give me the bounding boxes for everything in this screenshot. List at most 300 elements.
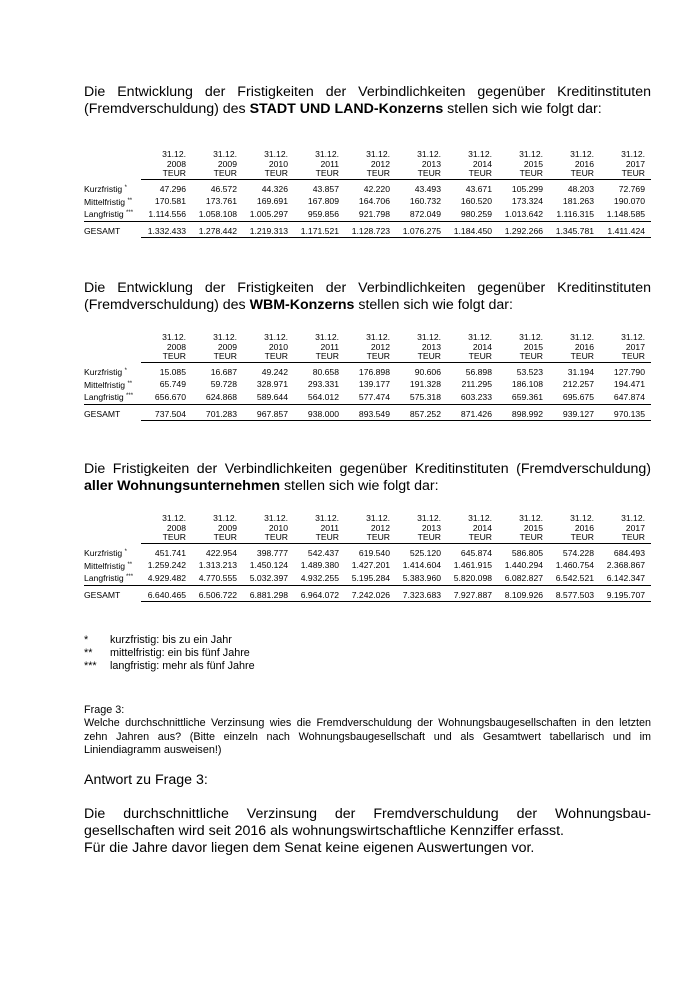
table-cell: 603.233: [447, 391, 498, 404]
column-header-unit: TEUR: [570, 168, 594, 179]
footnote-mark: **: [127, 561, 133, 568]
header-row: [84, 514, 651, 543]
column-header: [141, 150, 192, 179]
column-header-year: 2016: [574, 158, 594, 169]
table-cell: 176.898: [358, 367, 390, 378]
total-cell: 939.127: [549, 404, 600, 421]
column-header: [345, 514, 396, 543]
column-header: [243, 514, 294, 543]
total-cell: 6.881.298: [243, 585, 294, 602]
column-header: [600, 333, 651, 362]
column-header-year: 2016: [574, 341, 594, 352]
table-cell: 293.331: [307, 379, 339, 390]
total-label: GESAMT: [84, 226, 121, 237]
column-header: [192, 514, 243, 543]
column-header-year: 2011: [320, 522, 339, 533]
total-cell: 737.504: [141, 404, 192, 421]
column-header-year: 2014: [472, 158, 492, 169]
column-header-year: 2017: [625, 522, 645, 533]
footnote-text: mittelfristig: ein bis fünf Jahre: [110, 647, 250, 660]
column-header: [294, 333, 345, 362]
total-cell: 857.252: [396, 404, 447, 421]
row-label-text: Kurzfristig: [84, 548, 123, 559]
table-cell: 191.328: [409, 379, 441, 390]
table-cell: 1.461.915: [453, 560, 492, 571]
column-header-date: 31.12.: [621, 149, 645, 159]
total-cell: 9.195.707: [600, 585, 651, 602]
column-header-year: 2009: [217, 522, 237, 533]
table-cell: 959.856: [294, 208, 345, 221]
table-cell: 2.368.867: [606, 560, 645, 571]
intro-text-end: stellen sich wie folgt dar:: [443, 101, 602, 117]
total-cell: 1.076.275: [396, 221, 447, 238]
row-label: [84, 572, 141, 585]
column-header: [498, 514, 549, 543]
column-header: [549, 333, 600, 362]
column-header-year: 2010: [268, 522, 288, 533]
table-cell: 872.049: [396, 208, 447, 221]
column-header-date: 31.12.: [417, 149, 441, 159]
answer-text: [84, 806, 651, 857]
table-cell: 105.299: [511, 184, 543, 195]
column-header-date: 31.12.: [621, 332, 645, 342]
footnote-symbol: ***: [84, 660, 97, 673]
total-cell: 871.426: [447, 404, 498, 421]
column-header-unit: TEUR: [162, 351, 186, 362]
column-header-year: 2011: [320, 341, 339, 352]
table-cell: 1.259.242: [147, 560, 186, 571]
table-cell: 65.749: [159, 379, 186, 390]
column-header-unit: TEUR: [519, 532, 543, 543]
column-header-year: 2011: [320, 158, 339, 169]
footnote-mark: **: [127, 380, 133, 387]
row-label-text: Kurzfristig: [84, 367, 123, 378]
table-cell: 194.471: [613, 379, 645, 390]
column-header-unit: TEUR: [315, 532, 339, 543]
row-label: [84, 543, 141, 560]
column-header: [345, 150, 396, 179]
column-header: [600, 150, 651, 179]
table-cell: 647.874: [600, 391, 651, 404]
column-header-date: 31.12.: [519, 149, 543, 159]
table-cell: 624.868: [192, 391, 243, 404]
table-row: [84, 391, 651, 404]
column-header-date: 31.12.: [417, 513, 441, 523]
total-cell: 938.000: [294, 404, 345, 421]
column-header-date: 31.12.: [519, 513, 543, 523]
table-cell: 398.777: [256, 548, 288, 559]
column-header: [294, 150, 345, 179]
table-cell: 1.460.754: [555, 560, 594, 571]
column-header-year: 2012: [370, 158, 390, 169]
table-cell: 1.116.315: [549, 208, 600, 221]
table-cell: 139.177: [358, 379, 390, 390]
row-label: [84, 379, 141, 392]
column-header-date: 31.12.: [264, 149, 288, 159]
column-header: [549, 514, 600, 543]
table-cell: 90.606: [414, 367, 441, 378]
footnote: [84, 647, 255, 660]
table-row: [84, 196, 651, 209]
column-header: [447, 514, 498, 543]
column-header-unit: TEUR: [315, 351, 339, 362]
table-cell: 1.450.124: [249, 560, 288, 571]
table-cell: 173.761: [205, 196, 237, 207]
total-cell: 6.506.722: [192, 585, 243, 602]
row-label-text: Mittelfristig: [84, 379, 126, 390]
row-label-text: Langfristig: [84, 209, 124, 220]
row-label-text: Kurzfristig: [84, 184, 123, 195]
total-cell: 6.964.072: [294, 585, 345, 602]
table-cell: 6.142.347: [600, 572, 651, 585]
total-cell: 7.242.026: [345, 585, 396, 602]
section-1-intro: [84, 84, 651, 118]
column-header-date: 31.12.: [468, 149, 492, 159]
column-header-date: 31.12.: [366, 513, 390, 523]
table-cell: 169.691: [256, 196, 288, 207]
row-label-text: Langfristig: [84, 573, 124, 584]
table-cell: 170.581: [154, 196, 186, 207]
answer-heading: Antwort zu Frage 3:: [84, 772, 208, 788]
company-name: WBM-Konzerns: [249, 297, 355, 313]
header-blank: [84, 333, 141, 362]
column-header-date: 31.12.: [264, 332, 288, 342]
column-header-unit: TEUR: [417, 532, 441, 543]
table-cell: 1.414.604: [402, 560, 441, 571]
column-header-date: 31.12.: [570, 513, 594, 523]
table-cell: 186.108: [511, 379, 543, 390]
column-header: [396, 514, 447, 543]
table-header: [84, 514, 651, 543]
column-header-date: 31.12.: [315, 332, 339, 342]
column-header-year: 2009: [217, 341, 237, 352]
footnote: [84, 634, 255, 647]
total-row: [84, 585, 651, 602]
column-header-year: 2016: [574, 522, 594, 533]
column-header-year: 2010: [268, 341, 288, 352]
table-cell: 53.523: [516, 367, 543, 378]
column-header-unit: TEUR: [264, 351, 288, 362]
column-header-date: 31.12.: [213, 149, 237, 159]
debt-table-wbm: [84, 333, 651, 421]
column-header-date: 31.12.: [162, 513, 186, 523]
column-header-date: 31.12.: [366, 332, 390, 342]
footnotes: [84, 634, 255, 674]
total-cell: 1.278.442: [192, 221, 243, 238]
total-row: [84, 404, 651, 421]
table-cell: 1.148.585: [600, 208, 651, 221]
table-cell: 619.540: [358, 548, 390, 559]
question-block: [84, 704, 651, 758]
table-cell: 1.005.297: [243, 208, 294, 221]
column-header: [141, 333, 192, 362]
footnote: [84, 660, 255, 673]
table-cell: 422.954: [205, 548, 237, 559]
table-cell: 80.658: [312, 367, 339, 378]
column-header-unit: TEUR: [366, 168, 390, 179]
column-header: [396, 333, 447, 362]
total-cell: 1.332.433: [141, 221, 192, 238]
column-header-unit: TEUR: [417, 168, 441, 179]
table-cell: 43.493: [414, 184, 441, 195]
column-header-unit: TEUR: [162, 532, 186, 543]
column-header-date: 31.12.: [519, 332, 543, 342]
table-cell: 43.857: [312, 184, 339, 195]
column-header-unit: TEUR: [468, 532, 492, 543]
table-cell: 542.437: [307, 548, 339, 559]
column-header-year: 2014: [472, 522, 492, 533]
table-cell: 5.383.960: [396, 572, 447, 585]
footnote-mark: *: [124, 185, 127, 192]
table-header: [84, 150, 651, 179]
row-label: [84, 391, 141, 404]
total-cell: 6.640.465: [141, 585, 192, 602]
table-cell: 6.542.521: [549, 572, 600, 585]
table-cell: 4.932.255: [294, 572, 345, 585]
intro-text: Die Fristigkeiten der Verbindlichkeiten gegenüber Kreditinstituten (Fremdverschuldung): [84, 461, 651, 477]
column-header-unit: TEUR: [315, 168, 339, 179]
total-cell: 1.184.450: [447, 221, 498, 238]
column-header-year: 2012: [370, 522, 390, 533]
total-cell: 8.577.503: [549, 585, 600, 602]
total-cell: 1.411.424: [600, 221, 651, 238]
table-cell: 190.070: [613, 196, 645, 207]
table-cell: 160.732: [409, 196, 441, 207]
table-cell: 1.013.642: [498, 208, 549, 221]
table-cell: 164.706: [358, 196, 390, 207]
intro-text-end: stellen sich wie folgt dar:: [280, 478, 439, 494]
table-cell: 589.644: [243, 391, 294, 404]
column-header: [141, 514, 192, 543]
table-cell: 31.194: [567, 367, 594, 378]
table-cell: 1.114.556: [141, 208, 192, 221]
footnote-mark: ***: [126, 574, 134, 581]
table-row: [84, 208, 651, 221]
column-header-unit: TEUR: [519, 351, 543, 362]
table-cell: 921.798: [345, 208, 396, 221]
column-header-year: 2014: [472, 341, 492, 352]
column-header: [192, 150, 243, 179]
table-row: [84, 572, 651, 585]
table-cell: 4.770.555: [192, 572, 243, 585]
footnote-symbol: **: [84, 647, 93, 660]
header-blank: [84, 514, 141, 543]
table-cell: 173.324: [511, 196, 543, 207]
column-header-year: 2015: [523, 522, 543, 533]
total-cell: 1.219.313: [243, 221, 294, 238]
table-cell: 659.361: [498, 391, 549, 404]
column-header-date: 31.12.: [264, 513, 288, 523]
table-cell: 48.203: [567, 184, 594, 195]
table-cell: 43.671: [465, 184, 492, 195]
row-label: [84, 560, 141, 573]
total-cell: 7.323.683: [396, 585, 447, 602]
row-label-text: Mittelfristig: [84, 196, 126, 207]
table-body: [84, 362, 651, 421]
table-row: [84, 179, 651, 196]
column-header-date: 31.12.: [366, 149, 390, 159]
column-header: [447, 150, 498, 179]
row-label: [84, 179, 141, 196]
answer-line-1: Die durchschnittliche Verzinsung der Fremdverschuldung der Wohnungsbau-gesellschaften wird seit 2016 als wohnungswirtschaftliche Kennziffer erfasst.: [84, 806, 651, 839]
footnote-mark: ***: [126, 393, 134, 400]
column-header-year: 2013: [421, 341, 441, 352]
total-label: GESAMT: [84, 409, 121, 420]
total-cell: 7.927.887: [447, 585, 498, 602]
column-header-unit: TEUR: [621, 532, 645, 543]
debt-table-stadt-und-land: [84, 150, 651, 238]
table-row: [84, 560, 651, 573]
table-body: [84, 179, 651, 238]
table-cell: 1.440.294: [504, 560, 543, 571]
table-cell: 574.228: [562, 548, 594, 559]
total-cell: 967.857: [243, 404, 294, 421]
total-cell: 970.135: [600, 404, 651, 421]
table-cell: 1.489.380: [300, 560, 339, 571]
footnote-symbol: *: [84, 634, 89, 646]
footnote-mark: ***: [126, 210, 134, 217]
column-header-date: 31.12.: [162, 332, 186, 342]
footnote-mark: *: [124, 549, 127, 556]
table-cell: 160.520: [460, 196, 492, 207]
table-cell: 1.427.201: [351, 560, 390, 571]
column-header-date: 31.12.: [468, 332, 492, 342]
table-cell: 1.058.108: [192, 208, 243, 221]
column-header-unit: TEUR: [417, 351, 441, 362]
column-header-date: 31.12.: [570, 149, 594, 159]
table-cell: 56.898: [465, 367, 492, 378]
table-cell: 167.809: [307, 196, 339, 207]
column-header-year: 2008: [166, 341, 186, 352]
column-header-year: 2010: [268, 158, 288, 169]
column-header-unit: TEUR: [621, 351, 645, 362]
column-header-unit: TEUR: [162, 168, 186, 179]
column-header-date: 31.12.: [621, 513, 645, 523]
column-header-date: 31.12.: [468, 513, 492, 523]
column-header-unit: TEUR: [366, 351, 390, 362]
table-cell: 15.085: [159, 367, 186, 378]
table-cell: 575.318: [396, 391, 447, 404]
total-row: [84, 221, 651, 238]
answer-line-2: Für die Jahre davor liegen dem Senat keine eigenen Auswertungen vor.: [84, 840, 535, 856]
total-cell: 898.992: [498, 404, 549, 421]
debt-table-all-housing-companies: [84, 514, 651, 602]
row-label: [84, 362, 141, 379]
table-cell: 49.242: [261, 367, 288, 378]
table-cell: 656.670: [141, 391, 192, 404]
table-cell: 127.790: [613, 367, 645, 378]
column-header-unit: TEUR: [213, 168, 237, 179]
table-cell: 46.572: [210, 184, 237, 195]
table-cell: 451.741: [154, 548, 186, 559]
section-2-intro: [84, 280, 651, 314]
total-cell: 1.171.521: [294, 221, 345, 238]
total-cell: 701.283: [192, 404, 243, 421]
table-cell: 5.820.098: [447, 572, 498, 585]
column-header-year: 2013: [421, 158, 441, 169]
company-name: STADT UND LAND-Konzerns: [249, 101, 444, 117]
column-header-year: 2017: [625, 158, 645, 169]
table-cell: 564.012: [294, 391, 345, 404]
column-header-unit: TEUR: [264, 168, 288, 179]
table-cell: 181.263: [562, 196, 594, 207]
column-header-year: 2017: [625, 341, 645, 352]
table-header: [84, 333, 651, 362]
table-cell: 6.082.827: [498, 572, 549, 585]
column-header-year: 2009: [217, 158, 237, 169]
column-header: [447, 333, 498, 362]
column-header: [600, 514, 651, 543]
footnote-mark: **: [127, 197, 133, 204]
header-blank: [84, 150, 141, 179]
column-header-year: 2015: [523, 158, 543, 169]
intro-text: Die Entwicklung der Fristigkeiten der Verbindlichkeiten gegenüber Kreditinstituten (Fremdverschuldung) des: [84, 280, 651, 313]
column-header-unit: TEUR: [621, 168, 645, 179]
column-header-year: 2013: [421, 522, 441, 533]
column-header-unit: TEUR: [213, 351, 237, 362]
table-cell: 42.220: [363, 184, 390, 195]
table-body: [84, 543, 651, 602]
table-cell: 684.493: [613, 548, 645, 559]
footnote-mark: *: [124, 368, 127, 375]
column-header: [549, 150, 600, 179]
table-cell: 5.195.284: [345, 572, 396, 585]
total-cell: 1.292.266: [498, 221, 549, 238]
column-header-date: 31.12.: [213, 513, 237, 523]
intro-text-end: stellen sich wie folgt dar:: [354, 297, 513, 313]
table-cell: 44.326: [261, 184, 288, 195]
intro-text: Die Entwicklung der Fristigkeiten der Verbindlichkeiten gegenüber Kreditinstituten (Fremdverschuldung) des: [84, 84, 651, 117]
column-header-date: 31.12.: [570, 332, 594, 342]
column-header-year: 2008: [166, 522, 186, 533]
row-label: [84, 196, 141, 209]
table-cell: 47.296: [159, 184, 186, 195]
table-row: [84, 379, 651, 392]
section-3-intro: [84, 461, 651, 495]
column-header-unit: TEUR: [264, 532, 288, 543]
table-cell: 525.120: [409, 548, 441, 559]
table-cell: 72.769: [618, 184, 645, 195]
column-header: [396, 150, 447, 179]
table-cell: 695.675: [549, 391, 600, 404]
table-cell: 645.874: [460, 548, 492, 559]
footnote-text: langfristig: mehr als fünf Jahre: [110, 660, 255, 673]
table-cell: 577.474: [345, 391, 396, 404]
table-cell: 59.728: [210, 379, 237, 390]
row-label-text: Mittelfristig: [84, 560, 126, 571]
column-header: [243, 150, 294, 179]
footnote-text: kurzfristig: bis zu ein Jahr: [110, 634, 232, 646]
column-header-date: 31.12.: [417, 332, 441, 342]
column-header-year: 2008: [166, 158, 186, 169]
total-cell: 1.128.723: [345, 221, 396, 238]
header-row: [84, 150, 651, 179]
total-cell: 893.549: [345, 404, 396, 421]
table-cell: 1.313.213: [198, 560, 237, 571]
column-header-unit: TEUR: [519, 168, 543, 179]
total-label: GESAMT: [84, 590, 121, 601]
column-header: [243, 333, 294, 362]
table-cell: 980.259: [447, 208, 498, 221]
column-header-unit: TEUR: [570, 532, 594, 543]
header-row: [84, 333, 651, 362]
table-row: [84, 543, 651, 560]
column-header-unit: TEUR: [366, 532, 390, 543]
table-cell: 4.929.482: [141, 572, 192, 585]
company-name: aller Wohnungsunternehmen: [84, 478, 281, 494]
column-header: [498, 150, 549, 179]
table-cell: 5.032.397: [243, 572, 294, 585]
